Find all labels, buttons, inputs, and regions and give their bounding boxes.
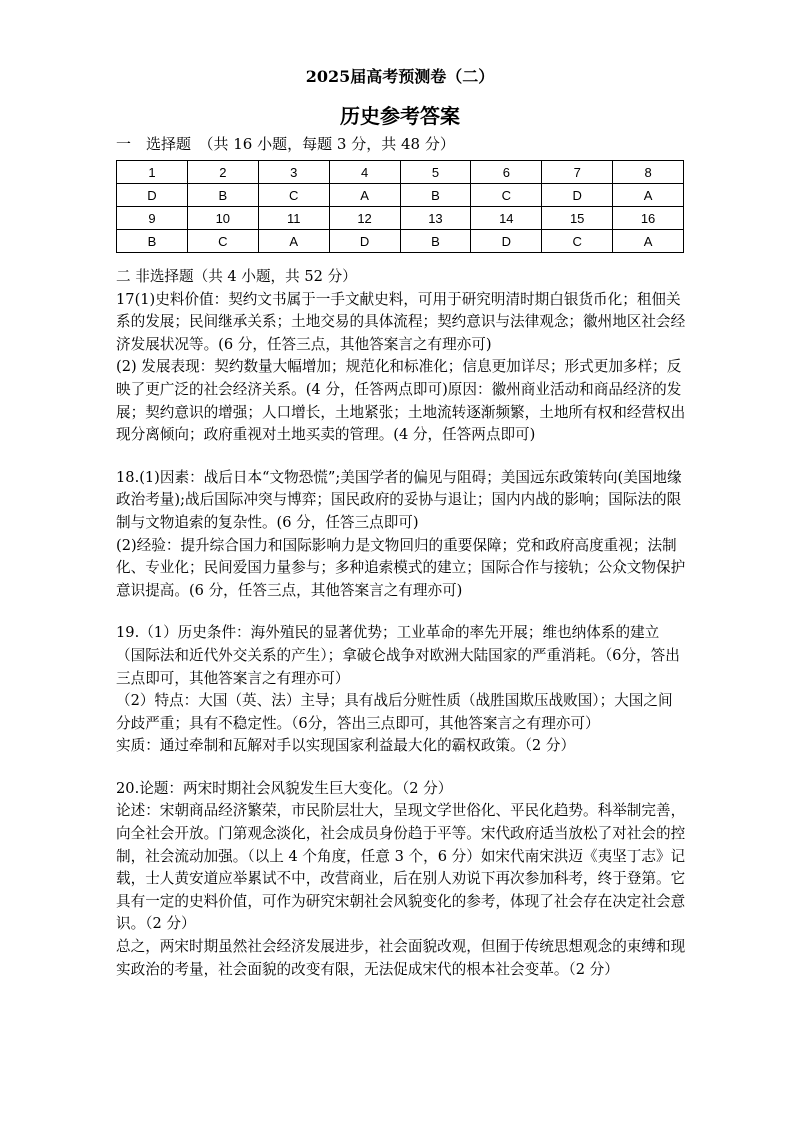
question-number-cell: 9 (117, 207, 188, 230)
answer-cell: B (400, 230, 471, 253)
answer-cell: D (329, 230, 400, 253)
question-number-cell: 6 (471, 161, 542, 184)
question-number-cell: 4 (329, 161, 400, 184)
question-number-cell: 7 (542, 161, 613, 184)
exam-title: 2025届高考预测卷（二） (305, 67, 495, 86)
section2-heading: 二 非选择题（共 4 小题，共 52 分） (116, 268, 357, 285)
answer-cell: A (613, 230, 684, 253)
answer-cell: A (258, 230, 329, 253)
question-number-row (117, 161, 684, 184)
q20-argument-answer: 论述：宋朝商品经济繁荣，市民阶层壮大，呈现文学世俗化、平民化趋势。科举制完善，向全社会开放。门第观念淡化，社会成员身份趋于平等。宋代政府适当放松了对社会的控制，社会流动加强。（以上 4 个角度，任意 3 个，6 分）如宋代南宋洪迈《夷坚丁志》记载，士人黄安道应举累试不中，改营商业，后在别人劝说下再次参加科考，终于登第。它具有一定的史料价值，可作为研究宋朝社会风貌变化的参考，体现了社会存在决定社会意识。（2 分） (116, 802, 686, 933)
answer-cell: B (187, 184, 258, 207)
q17-part2-answer: (2) 发展表现：契约数量大幅增加；规范化和标准化；信息更加详尽；形式更加多样；反映了更广泛的社会经济关系。(4 分，任答两点即可)原因：徽州商业活动和商品经济的发展；契约意识的增强；人口增长，土地紧张；土地流转逐渐频繁，土地所有权和经营权出现分离倾向；政府重视对土地买卖的管理。(4 分，任答两点即可) (116, 358, 686, 444)
section1-heading: 一 选择题 （共 16 小题，每题 3 分，共 48 分） (116, 135, 455, 153)
answer-cell: C (471, 184, 542, 207)
answer-cell: D (117, 184, 188, 207)
question-number-cell: 8 (613, 161, 684, 184)
answer-cell: D (471, 230, 542, 253)
question-number-cell: 3 (258, 161, 329, 184)
q19-part1-answer: 19.（1）历史条件：海外殖民的显著优势；工业革命的率先开展；维也纳体系的建立（国际法和近代外交关系的产生）；拿破仑战争对欧洲大陆国家的严重消耗。（6分，答出三点即可，其他答案言之有理亦可） (116, 624, 680, 687)
question-number-cell: 2 (187, 161, 258, 184)
q19-essence-answer: 实质：通过牵制和瓦解对手以实现国家利益最大化的霸权政策。（2 分） (116, 737, 576, 755)
answer-cell: A (613, 184, 684, 207)
q20-thesis-answer: 20.论题：两宋时期社会风貌发生巨大变化。（2 分） (116, 779, 453, 797)
question-number-cell: 14 (471, 207, 542, 230)
question-number-row (117, 207, 684, 230)
q19-part2-answer: （2）特点：大国（英、法）主导；具有战后分赃性质（战胜国欺压战败国）；大国之间分歧严重；具有不稳定性。（6分，答出三点即可，其他答案言之有理亦可） (116, 692, 673, 732)
answer-cell: C (187, 230, 258, 253)
choice-answer-table (116, 160, 684, 253)
answer-cell: C (542, 230, 613, 253)
answer-cell: B (400, 184, 471, 207)
question-number-cell: 5 (400, 161, 471, 184)
q18-part2-answer: (2)经验：提升综合国力和国际影响力是文物回归的重要保障；党和政府高度重视；法制化、专业化；民间爱国力量参与；多种追索模式的建立；国际合作与接轨；公众文物保护意识提高。(6 分，任答三点，其他答案言之有理亦可) (116, 536, 686, 599)
question-number-cell: 1 (117, 161, 188, 184)
q17-part1-answer: 17(1)史料价值：契约文书属于一手文献史料，可用于研究明清时期白银货币化；租佃关系的发展；民间继承关系；土地交易的具体流程；契约意识与法律观念；徽州地区社会经济发展状况等。(6 分，任答三点，其他答案言之有理亦可) (116, 290, 686, 353)
question-number-cell: 16 (613, 207, 684, 230)
question-number-cell: 15 (542, 207, 613, 230)
section2-content (116, 266, 686, 981)
answer-cell: D (542, 184, 613, 207)
question-number-cell: 12 (329, 207, 400, 230)
answer-cell: B (117, 230, 188, 253)
question-number-cell: 10 (187, 207, 258, 230)
answer-cell: C (258, 184, 329, 207)
answer-row (117, 184, 684, 207)
document-subtitle: 历史参考答案 (340, 104, 460, 128)
answer-row (117, 230, 684, 253)
question-number-cell: 13 (400, 207, 471, 230)
question-number-cell: 11 (258, 207, 329, 230)
q18-part1-answer: 18.(1)因素：战后日本“文物恐慌”;美国学者的偏见与阻碍；美国远东政策转向(美国地缘政治考量);战后国际冲突与博弈；国民政府的妥协与退让；国内内战的影响；国际法的限制与文物追索的复杂性。(6 分，任答三点即可) (116, 468, 682, 531)
answer-cell: A (329, 184, 400, 207)
q20-conclusion-answer: 总之，两宋时期虽然社会经济发展进步，社会面貌改观，但囿于传统思想观念的束缚和现实政治的考量，社会面貌的改变有限，无法促成宋代的根本社会变革。（2 分） (116, 938, 686, 978)
